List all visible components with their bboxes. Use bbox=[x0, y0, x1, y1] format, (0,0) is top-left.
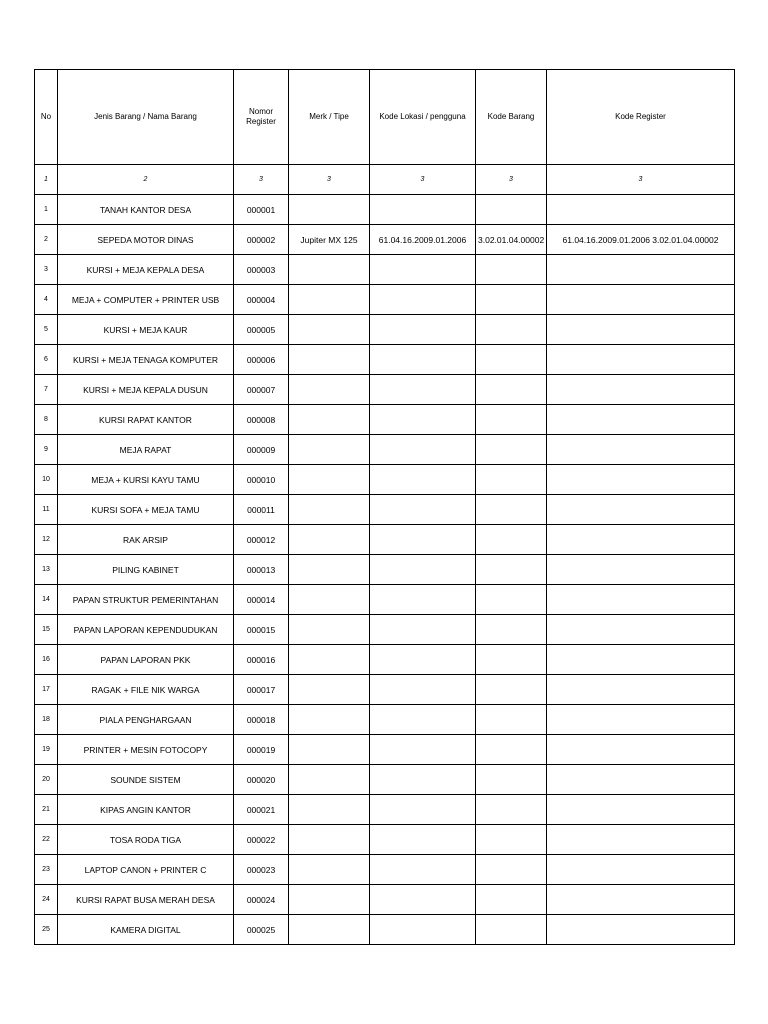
cell-kode-register: 61.04.16.2009.01.2006 3.02.01.04.00002 bbox=[547, 225, 735, 255]
cell-kode-register bbox=[547, 195, 735, 225]
cell-kode-barang bbox=[476, 855, 547, 885]
table-row bbox=[35, 735, 735, 765]
cell-kode-lokasi bbox=[370, 285, 476, 315]
cell-kode-register bbox=[547, 795, 735, 825]
cell-nomor-register: 000015 bbox=[234, 615, 289, 645]
cell-kode-barang bbox=[476, 825, 547, 855]
table-row bbox=[35, 825, 735, 855]
cell-no: 14 bbox=[35, 585, 58, 615]
cell-kode-register bbox=[547, 525, 735, 555]
cell-no: 23 bbox=[35, 855, 58, 885]
cell-kode-register bbox=[547, 645, 735, 675]
cell-nomor-register: 000020 bbox=[234, 765, 289, 795]
cell-merk-tipe bbox=[289, 765, 370, 795]
cell-nomor-register: 000003 bbox=[234, 255, 289, 285]
header-merk-tipe: Merk / Tipe bbox=[289, 70, 370, 165]
cell-kode-barang bbox=[476, 495, 547, 525]
cell-kode-lokasi bbox=[370, 255, 476, 285]
cell-nama-barang: MEJA + KURSI KAYU TAMU bbox=[58, 465, 234, 495]
cell-merk-tipe bbox=[289, 285, 370, 315]
table-row bbox=[35, 525, 735, 555]
cell-kode-lokasi bbox=[370, 585, 476, 615]
table-row bbox=[35, 255, 735, 285]
cell-kode-register bbox=[547, 735, 735, 765]
table-row bbox=[35, 435, 735, 465]
cell-nama-barang: KIPAS ANGIN KANTOR bbox=[58, 795, 234, 825]
table-row bbox=[35, 795, 735, 825]
cell-merk-tipe bbox=[289, 915, 370, 945]
cell-no: 5 bbox=[35, 315, 58, 345]
cell-nomor-register: 000014 bbox=[234, 585, 289, 615]
cell-merk-tipe bbox=[289, 345, 370, 375]
cell-nama-barang: KURSI + MEJA KEPALA DUSUN bbox=[58, 375, 234, 405]
cell-kode-register bbox=[547, 255, 735, 285]
cell-no: 4 bbox=[35, 285, 58, 315]
header-nomor-register: Nomor Register bbox=[234, 70, 289, 165]
cell-kode-register bbox=[547, 675, 735, 705]
cell-no: 9 bbox=[35, 435, 58, 465]
cell-kode-register bbox=[547, 585, 735, 615]
cell-nama-barang: MEJA RAPAT bbox=[58, 435, 234, 465]
cell-no: 2 bbox=[35, 225, 58, 255]
cell-kode-barang bbox=[476, 585, 547, 615]
table-row bbox=[35, 285, 735, 315]
table-row bbox=[35, 675, 735, 705]
cell-nama-barang: RAK ARSIP bbox=[58, 525, 234, 555]
cell-no: 11 bbox=[35, 495, 58, 525]
cell-merk-tipe bbox=[289, 195, 370, 225]
cell-merk-tipe bbox=[289, 795, 370, 825]
cell-no: 13 bbox=[35, 555, 58, 585]
table-row bbox=[35, 645, 735, 675]
cell-nomor-register: 000009 bbox=[234, 435, 289, 465]
cell-kode-lokasi: 61.04.16.2009.01.2006 bbox=[370, 225, 476, 255]
table-row bbox=[35, 315, 735, 345]
cell-nomor-register: 000024 bbox=[234, 885, 289, 915]
cell-kode-lokasi bbox=[370, 615, 476, 645]
cell-nama-barang: PAPAN LAPORAN PKK bbox=[58, 645, 234, 675]
header-kode-lokasi: Kode Lokasi / pengguna bbox=[370, 70, 476, 165]
table-row bbox=[35, 915, 735, 945]
cell-merk-tipe bbox=[289, 405, 370, 435]
cell-no: 7 bbox=[35, 375, 58, 405]
cell-kode-barang bbox=[476, 285, 547, 315]
cell-kode-barang bbox=[476, 315, 547, 345]
cell-kode-lokasi bbox=[370, 525, 476, 555]
cell-kode-lokasi bbox=[370, 855, 476, 885]
table-row bbox=[35, 345, 735, 375]
cell-nomor-register: 000019 bbox=[234, 735, 289, 765]
cell-kode-lokasi bbox=[370, 495, 476, 525]
table-row bbox=[35, 225, 735, 255]
column-number: 1 bbox=[35, 165, 58, 195]
cell-kode-register bbox=[547, 705, 735, 735]
table-row bbox=[35, 375, 735, 405]
cell-kode-register bbox=[547, 495, 735, 525]
cell-nama-barang: PAPAN LAPORAN KEPENDUDUKAN bbox=[58, 615, 234, 645]
cell-nama-barang: TANAH KANTOR DESA bbox=[58, 195, 234, 225]
cell-kode-lokasi bbox=[370, 555, 476, 585]
column-number: 3 bbox=[289, 165, 370, 195]
cell-kode-barang: 3.02.01.04.00002 bbox=[476, 225, 547, 255]
table-row bbox=[35, 765, 735, 795]
cell-no: 16 bbox=[35, 645, 58, 675]
cell-kode-lokasi bbox=[370, 465, 476, 495]
cell-no: 12 bbox=[35, 525, 58, 555]
cell-nomor-register: 000025 bbox=[234, 915, 289, 945]
cell-merk-tipe bbox=[289, 705, 370, 735]
table-row bbox=[35, 705, 735, 735]
cell-nomor-register: 000008 bbox=[234, 405, 289, 435]
cell-merk-tipe bbox=[289, 255, 370, 285]
cell-nama-barang: KAMERA DIGITAL bbox=[58, 915, 234, 945]
cell-no: 6 bbox=[35, 345, 58, 375]
cell-nomor-register: 000002 bbox=[234, 225, 289, 255]
cell-no: 19 bbox=[35, 735, 58, 765]
cell-kode-lokasi bbox=[370, 345, 476, 375]
column-number: 3 bbox=[234, 165, 289, 195]
table-row bbox=[35, 585, 735, 615]
cell-merk-tipe bbox=[289, 825, 370, 855]
cell-nama-barang: KURSI RAPAT BUSA MERAH DESA bbox=[58, 885, 234, 915]
cell-merk-tipe bbox=[289, 375, 370, 405]
cell-no: 15 bbox=[35, 615, 58, 645]
column-number: 3 bbox=[476, 165, 547, 195]
cell-merk-tipe bbox=[289, 585, 370, 615]
cell-kode-lokasi bbox=[370, 735, 476, 765]
table-row bbox=[35, 615, 735, 645]
cell-nama-barang: LAPTOP CANON + PRINTER C bbox=[58, 855, 234, 885]
cell-nomor-register: 000004 bbox=[234, 285, 289, 315]
column-number: 3 bbox=[370, 165, 476, 195]
cell-merk-tipe bbox=[289, 735, 370, 765]
cell-no: 22 bbox=[35, 825, 58, 855]
cell-no: 3 bbox=[35, 255, 58, 285]
table-row bbox=[35, 495, 735, 525]
table-row bbox=[35, 465, 735, 495]
cell-nomor-register: 000001 bbox=[234, 195, 289, 225]
cell-kode-lokasi bbox=[370, 915, 476, 945]
inventory-table bbox=[34, 69, 735, 945]
cell-merk-tipe bbox=[289, 615, 370, 645]
table-row bbox=[35, 855, 735, 885]
cell-nama-barang: PRINTER + MESIN FOTOCOPY bbox=[58, 735, 234, 765]
cell-kode-barang bbox=[476, 405, 547, 435]
cell-kode-lokasi bbox=[370, 405, 476, 435]
cell-no: 8 bbox=[35, 405, 58, 435]
cell-kode-register bbox=[547, 465, 735, 495]
cell-kode-barang bbox=[476, 765, 547, 795]
cell-merk-tipe bbox=[289, 465, 370, 495]
cell-nomor-register: 000022 bbox=[234, 825, 289, 855]
cell-merk-tipe bbox=[289, 885, 370, 915]
cell-nama-barang: TOSA RODA TIGA bbox=[58, 825, 234, 855]
cell-no: 25 bbox=[35, 915, 58, 945]
cell-merk-tipe bbox=[289, 495, 370, 525]
cell-no: 1 bbox=[35, 195, 58, 225]
cell-kode-lokasi bbox=[370, 675, 476, 705]
cell-nama-barang: SOUNDE SISTEM bbox=[58, 765, 234, 795]
column-number: 3 bbox=[547, 165, 735, 195]
cell-kode-lokasi bbox=[370, 765, 476, 795]
cell-nomor-register: 000007 bbox=[234, 375, 289, 405]
cell-kode-barang bbox=[476, 435, 547, 465]
cell-merk-tipe bbox=[289, 645, 370, 675]
cell-kode-barang bbox=[476, 195, 547, 225]
cell-merk-tipe: Jupiter MX 125 bbox=[289, 225, 370, 255]
cell-kode-register bbox=[547, 435, 735, 465]
header-row bbox=[35, 70, 735, 165]
cell-kode-barang bbox=[476, 465, 547, 495]
header-no: No bbox=[35, 70, 58, 165]
cell-merk-tipe bbox=[289, 555, 370, 585]
cell-kode-barang bbox=[476, 915, 547, 945]
table-row bbox=[35, 885, 735, 915]
cell-nama-barang: MEJA + COMPUTER + PRINTER USB bbox=[58, 285, 234, 315]
cell-kode-barang bbox=[476, 735, 547, 765]
cell-kode-barang bbox=[476, 675, 547, 705]
cell-nama-barang: KURSI + MEJA KEPALA DESA bbox=[58, 255, 234, 285]
cell-nama-barang: KURSI RAPAT KANTOR bbox=[58, 405, 234, 435]
cell-nama-barang: PAPAN STRUKTUR PEMERINTAHAN bbox=[58, 585, 234, 615]
cell-kode-barang bbox=[476, 375, 547, 405]
cell-no: 18 bbox=[35, 705, 58, 735]
cell-nama-barang: KURSI + MEJA KAUR bbox=[58, 315, 234, 345]
column-number-row bbox=[35, 165, 735, 195]
table-row bbox=[35, 555, 735, 585]
cell-kode-lokasi bbox=[370, 375, 476, 405]
cell-kode-register bbox=[547, 825, 735, 855]
cell-kode-register bbox=[547, 915, 735, 945]
cell-merk-tipe bbox=[289, 855, 370, 885]
cell-kode-register bbox=[547, 345, 735, 375]
cell-kode-register bbox=[547, 375, 735, 405]
cell-kode-lokasi bbox=[370, 195, 476, 225]
cell-nomor-register: 000012 bbox=[234, 525, 289, 555]
cell-kode-lokasi bbox=[370, 645, 476, 675]
cell-nomor-register: 000006 bbox=[234, 345, 289, 375]
cell-kode-barang bbox=[476, 525, 547, 555]
cell-nomor-register: 000011 bbox=[234, 495, 289, 525]
cell-kode-lokasi bbox=[370, 315, 476, 345]
cell-no: 24 bbox=[35, 885, 58, 915]
cell-merk-tipe bbox=[289, 435, 370, 465]
cell-nomor-register: 000010 bbox=[234, 465, 289, 495]
cell-kode-lokasi bbox=[370, 825, 476, 855]
cell-kode-register bbox=[547, 285, 735, 315]
cell-kode-register bbox=[547, 555, 735, 585]
cell-kode-barang bbox=[476, 255, 547, 285]
cell-kode-lokasi bbox=[370, 795, 476, 825]
cell-nomor-register: 000018 bbox=[234, 705, 289, 735]
cell-kode-lokasi bbox=[370, 705, 476, 735]
cell-kode-barang bbox=[476, 645, 547, 675]
cell-nomor-register: 000023 bbox=[234, 855, 289, 885]
cell-nama-barang: KURSI SOFA + MEJA TAMU bbox=[58, 495, 234, 525]
cell-nomor-register: 000013 bbox=[234, 555, 289, 585]
cell-nama-barang: PIALA PENGHARGAAN bbox=[58, 705, 234, 735]
header-kode-register: Kode Register bbox=[547, 70, 735, 165]
cell-kode-barang bbox=[476, 885, 547, 915]
header-kode-barang: Kode Barang bbox=[476, 70, 547, 165]
cell-kode-register bbox=[547, 615, 735, 645]
cell-kode-barang bbox=[476, 615, 547, 645]
cell-nama-barang: SEPEDA MOTOR DINAS bbox=[58, 225, 234, 255]
cell-kode-register bbox=[547, 885, 735, 915]
cell-nomor-register: 000005 bbox=[234, 315, 289, 345]
table-row bbox=[35, 195, 735, 225]
cell-kode-barang bbox=[476, 555, 547, 585]
cell-kode-register bbox=[547, 405, 735, 435]
cell-kode-lokasi bbox=[370, 885, 476, 915]
cell-no: 20 bbox=[35, 765, 58, 795]
cell-nama-barang: RAGAK + FILE NIK WARGA bbox=[58, 675, 234, 705]
cell-nomor-register: 000016 bbox=[234, 645, 289, 675]
cell-merk-tipe bbox=[289, 525, 370, 555]
cell-kode-register bbox=[547, 765, 735, 795]
header-jenis-barang: Jenis Barang / Nama Barang bbox=[58, 70, 234, 165]
column-number: 2 bbox=[58, 165, 234, 195]
cell-nama-barang: PILING KABINET bbox=[58, 555, 234, 585]
cell-nomor-register: 000017 bbox=[234, 675, 289, 705]
cell-no: 10 bbox=[35, 465, 58, 495]
cell-kode-register bbox=[547, 855, 735, 885]
table-row bbox=[35, 405, 735, 435]
cell-kode-barang bbox=[476, 795, 547, 825]
cell-nomor-register: 000021 bbox=[234, 795, 289, 825]
cell-nama-barang: KURSI + MEJA TENAGA KOMPUTER bbox=[58, 345, 234, 375]
cell-merk-tipe bbox=[289, 315, 370, 345]
cell-kode-barang bbox=[476, 705, 547, 735]
cell-kode-lokasi bbox=[370, 435, 476, 465]
cell-merk-tipe bbox=[289, 675, 370, 705]
cell-kode-register bbox=[547, 315, 735, 345]
cell-no: 21 bbox=[35, 795, 58, 825]
cell-no: 17 bbox=[35, 675, 58, 705]
cell-kode-barang bbox=[476, 345, 547, 375]
